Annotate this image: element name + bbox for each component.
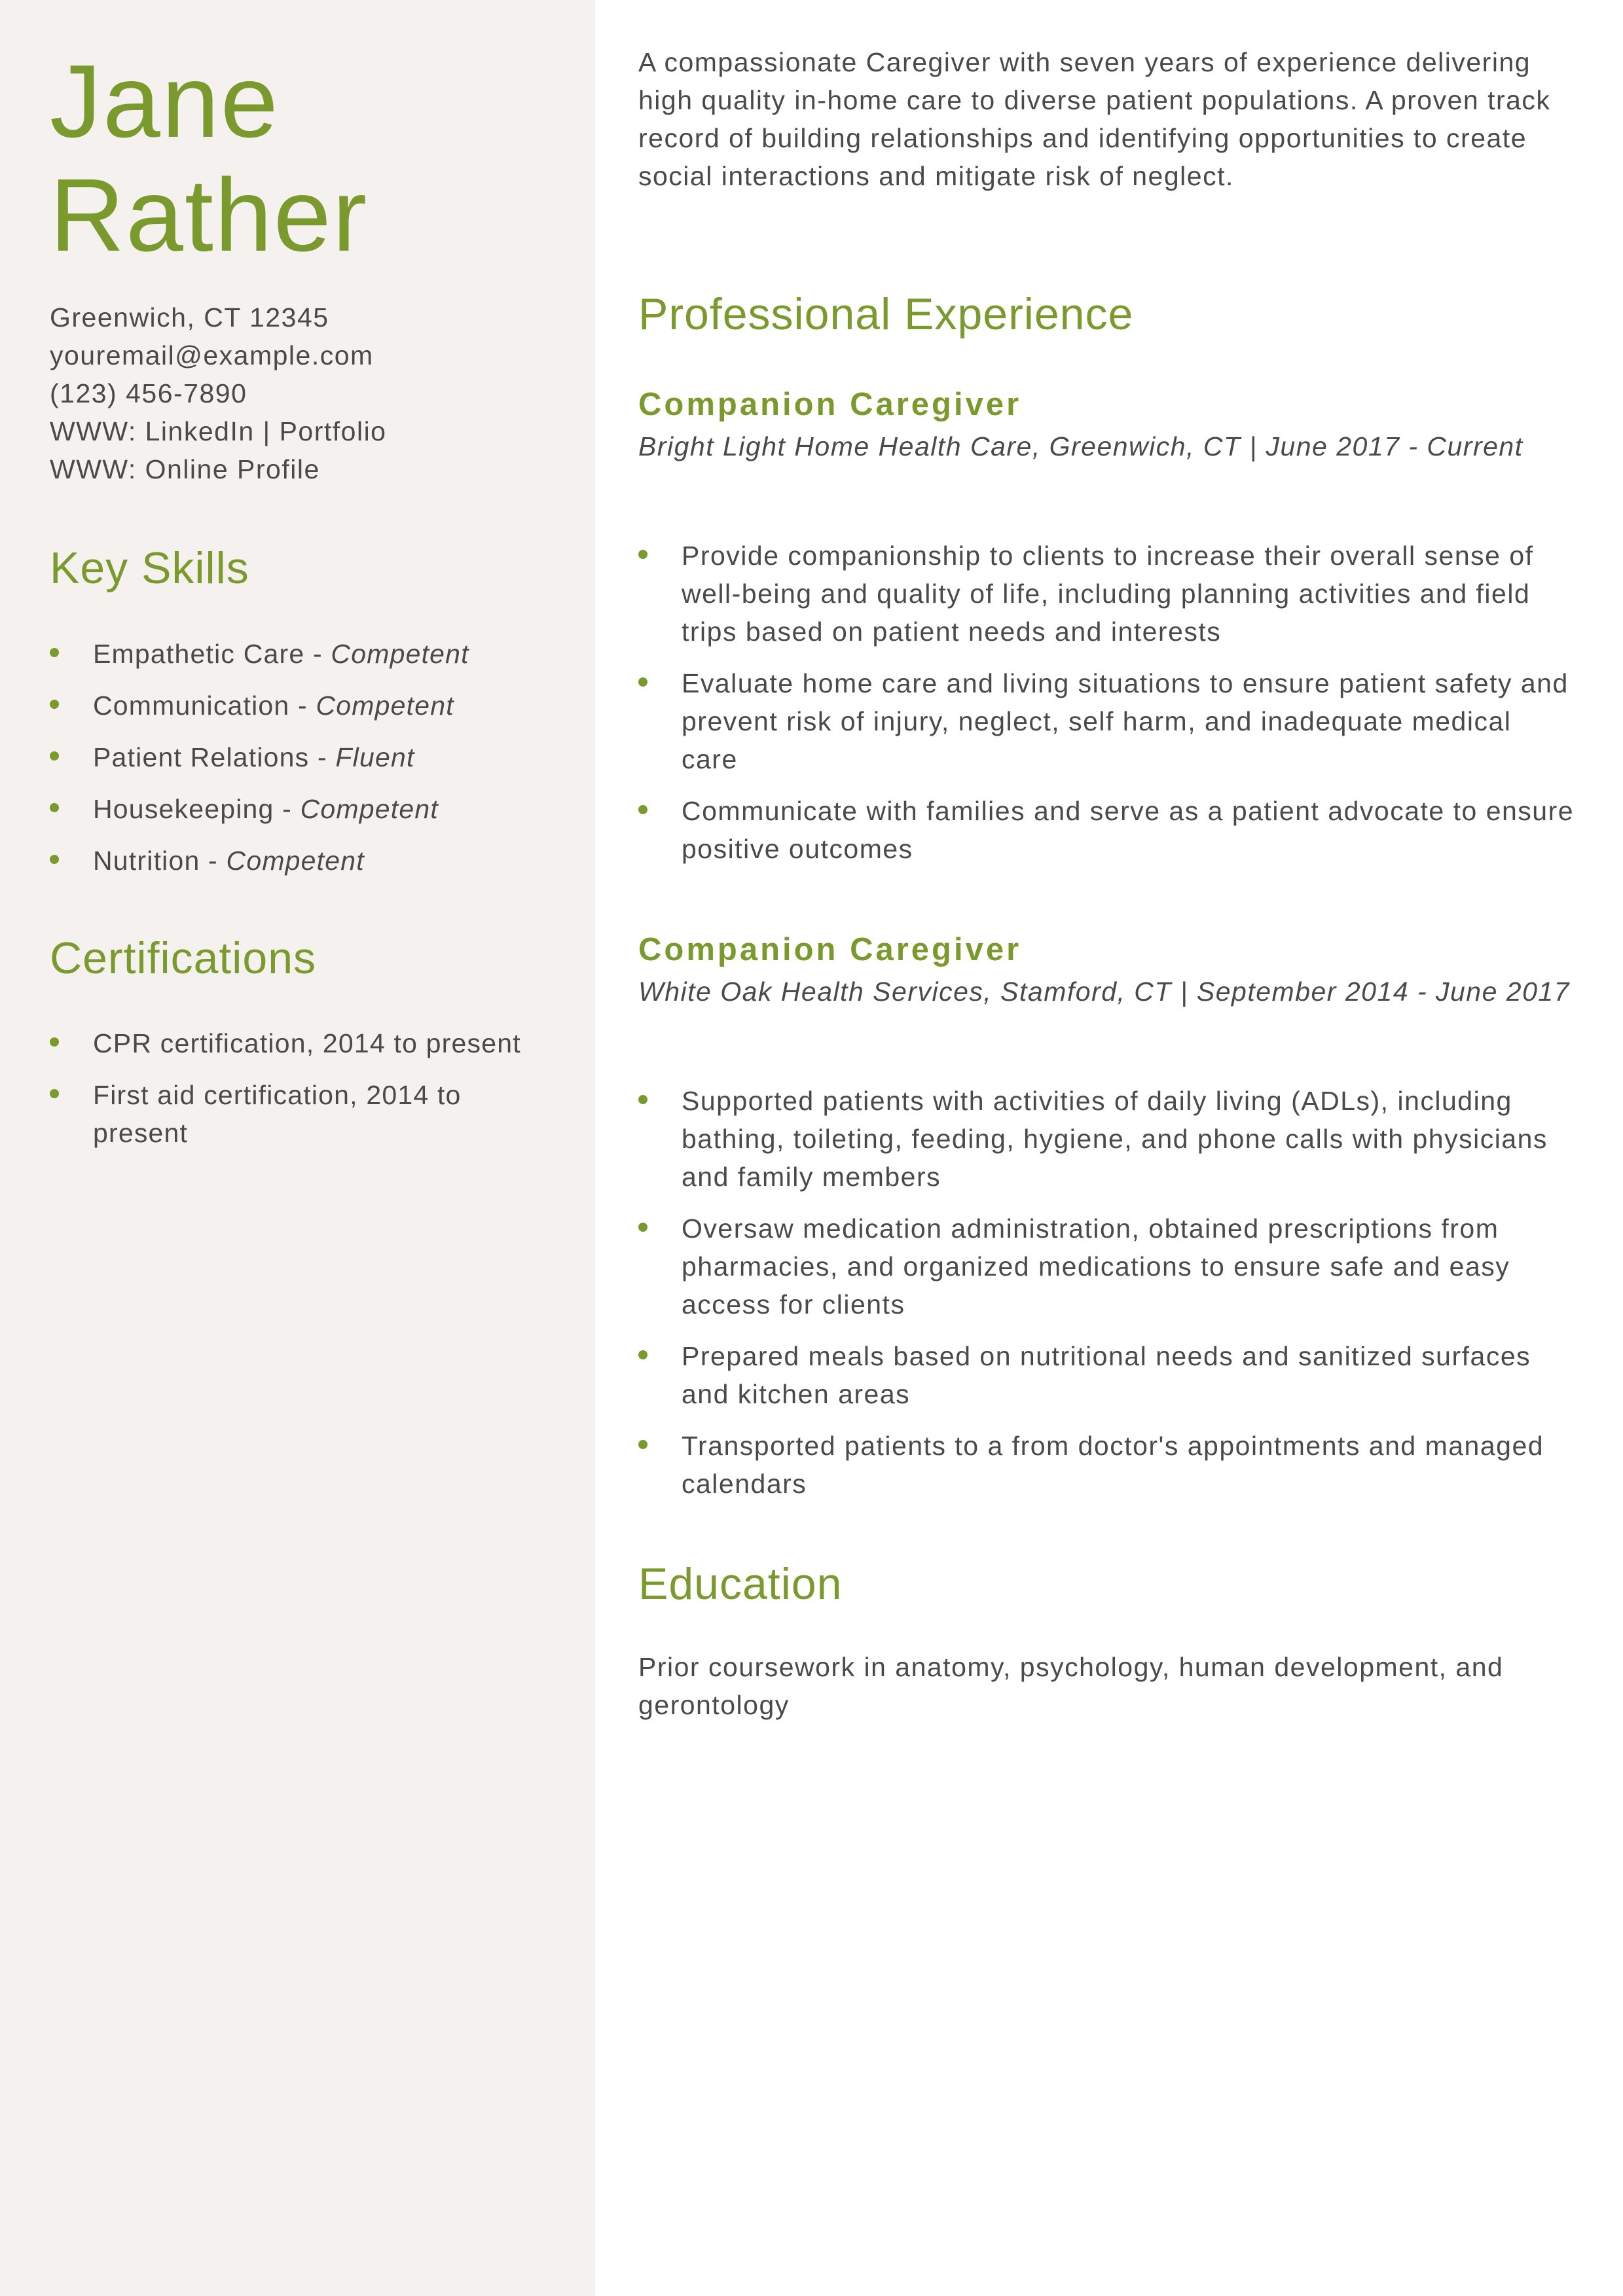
job-duty-text: Evaluate home care and living situations to ensure patient safety and prevent risk of injury, neglect, self harm, and inadequate medical care [682,668,1569,774]
job-duty-text: Supported patients with activities of daily living (ADLs), including bathing, toileting, feeding, hygiene, and phone calls with physicians and family members [682,1086,1548,1192]
skill-name: Nutrition - [93,846,227,876]
online-profile-link: WWW: Online Profile [50,454,320,484]
last-name: Rather [50,158,369,273]
certification-item [50,1076,521,1152]
job-duty [638,1427,1575,1503]
job-duties-list [638,1082,1575,1516]
skills-list [50,635,547,880]
skill-name: Communication - [93,691,316,721]
bullet-icon [638,1223,647,1232]
job-duty-text: Oversaw medication administration, obtained prescriptions from pharmacies, and organized medications to ensure safe and easy access for clients [682,1213,1510,1319]
bullet-icon [50,700,59,709]
job-duty-text: Provide companionship to clients to increase their overall sense of well-being and quality of life, including planning activities and field trips based on patient needs and interests [682,541,1534,647]
bullet-icon [638,550,647,559]
bullet-icon [50,751,59,761]
job-duty [638,664,1575,778]
contact-info [50,298,387,488]
job-duty [638,537,1575,651]
bullet-icon [50,855,59,864]
skill-level: Fluent [335,742,415,772]
certification-text: First aid certification, 2014 to present [93,1080,462,1148]
skill-name: Empathetic Care - [93,639,331,669]
candidate-name [50,45,368,272]
skill-item [50,738,547,776]
job-employer-dates: White Oak Health Services, Stamford, CT | September 2014 - June 2017 [638,977,1570,1007]
job-duty-text: Prepared meals based on nutritional needs and sanitized surfaces and kitchen areas [682,1341,1531,1409]
education-text: Prior coursework in anatomy, psychology, human development, and gerontology [638,1652,1504,1720]
address: Greenwich, CT 12345 [50,302,329,332]
job-duty [638,1082,1575,1196]
bullet-icon [638,1350,647,1359]
job-title: Companion Caregiver [638,387,1022,422]
job-duties-list [638,537,1575,882]
bullet-icon [638,677,647,687]
skill-level: Competent [300,794,439,824]
bullet-icon [50,648,59,657]
email: youremail@example.com [50,340,374,370]
job-duty-text: Transported patients to a from doctor's appointments and managed calendars [682,1431,1544,1499]
job-employer-dates: Bright Light Home Health Care, Greenwich, CT | June 2017 - Current [638,431,1523,461]
skill-level: Competent [316,691,454,721]
experience-heading: Professional Experience [638,289,1134,339]
bullet-icon [638,805,647,814]
bullet-icon [638,1440,647,1449]
job-title: Companion Caregiver [638,932,1022,967]
skill-name: Housekeeping - [93,794,301,824]
skill-name: Patient Relations - [93,742,336,772]
education-heading: Education [638,1559,843,1609]
bullet-icon [50,803,59,812]
job-duty [638,1210,1575,1323]
profile-links: WWW: LinkedIn | Portfolio [50,416,387,446]
certifications-list [50,1024,521,1152]
sidebar [0,0,595,2296]
skill-item [50,842,547,880]
skills-heading: Key Skills [50,543,249,593]
bullet-icon [50,1089,59,1098]
job-duty [638,1337,1575,1413]
bullet-icon [638,1095,647,1104]
skill-level: Competent [226,846,365,876]
skill-item [50,635,547,673]
job-duty-text: Communicate with families and serve as a patient advocate to ensure positive outcomes [682,796,1575,864]
certification-item [50,1024,521,1062]
phone: (123) 456-7890 [50,378,247,408]
skill-level: Competent [331,639,469,669]
first-name: Jane [50,44,280,159]
job-duty [638,792,1575,868]
bullet-icon [50,1037,59,1047]
certifications-heading: Certifications [50,933,317,983]
certification-text: CPR certification, 2014 to present [93,1028,521,1058]
professional-summary: A compassionate Caregiver with seven years of experience delivering high quality in-home care to diverse patient populations. A proven track record of building relationships and identifying opportunities to create social interactions and mitigate risk of neglect. [638,47,1551,191]
skill-item [50,687,547,725]
skill-item [50,790,547,828]
